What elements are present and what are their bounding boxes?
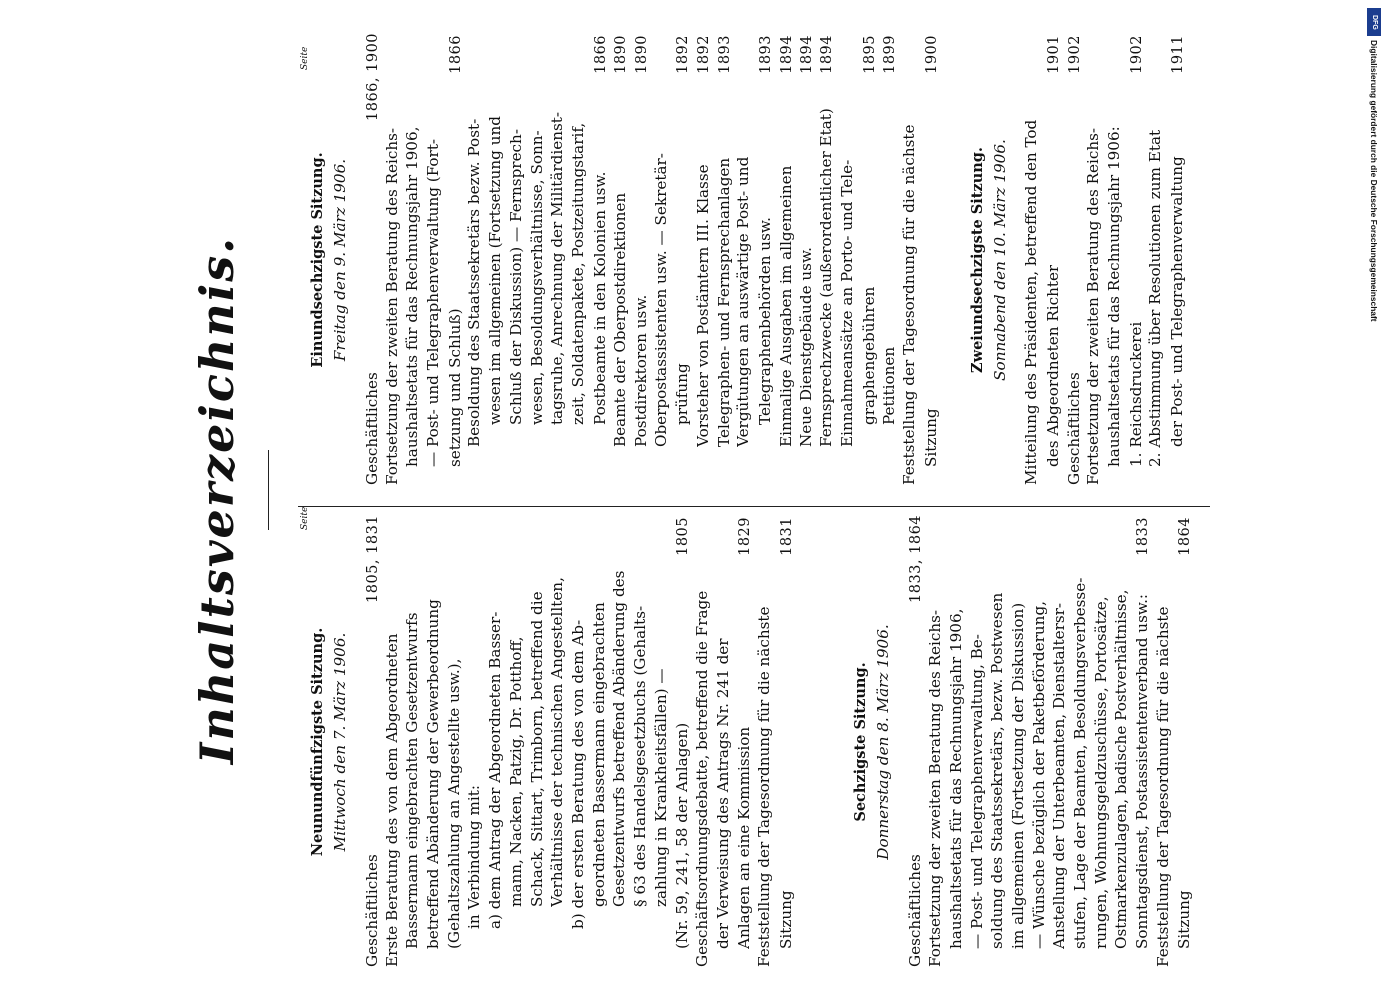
toc-entry [589,517,610,967]
toc-entry [423,35,444,485]
toc-entry-text: wesen im allgemeinen (Fortsetzung und [486,116,505,425]
leader-dots [671,81,687,359]
toc-entry [733,517,754,967]
toc-entry-text: Mitteilung des Präsidenten, betreffend den Tod [1022,119,1041,485]
toc-entry-text: Postdirektoren usw. [631,294,650,447]
toc-entry-text: 2. Abstimmung über Resolutionen zum Etat [1146,129,1165,467]
toc-entry [651,517,672,967]
leader-dots [444,81,460,304]
page-number: 1894 [819,35,836,74]
leader-dots [1166,81,1182,152]
toc-entry [506,35,527,485]
seite-label-left: Seite [300,506,310,530]
toc-entry [444,35,465,485]
toc-entry [1125,35,1146,485]
toc-entry-text: Geschäftliches [1064,372,1083,485]
toc-entry [987,517,1008,967]
toc-entry-text: Verhältnisse der technischen Angestellten, [548,577,567,907]
left-column [300,514,1194,967]
page-number: 1900 [923,35,940,74]
toc-entry [651,35,672,485]
toc-entry [630,517,651,967]
page-number: 1892 [696,35,712,74]
leader-dots [1042,81,1058,261]
toc-entry-text: soldung des Staatssekretärs, bezw. Postwesen [988,592,1007,949]
toc-entry-text: Schluß der Diskussion) — Fernsprech- [506,129,525,425]
session-heading: Sechzigste Sitzung. [852,662,870,822]
toc-entry-text: Einnahmeansätze an Porto- und Tele- [837,159,856,447]
toc-entry [402,517,423,967]
leader-dots [920,81,936,404]
toc-entry-text: Sitzung [921,408,940,467]
toc-entry-text: Telegraphen- und Fernsprechanlagen [714,157,733,447]
toc-entry-text: Vergütungen an auswärtige Post- und [734,156,753,447]
toc-entry [1166,35,1187,485]
dfg-logo: DFG [1367,8,1381,36]
toc-entry-text: rungen, Wohnungsgeldzuschüsse, Portosätze, [1091,596,1110,949]
toc-entry-text: Geschäftliches [363,372,381,485]
toc-entry [946,517,967,967]
page-number: 1911 [1170,35,1187,74]
toc-entry [1173,517,1194,967]
page-number: 1894 [778,35,795,74]
toc-entry [858,35,879,485]
digitization-note: Digitalisierung gefördert durch die Deutsche Forschungsgemeinschaft [1369,40,1379,322]
page-number: 1833, 1864 [908,514,925,603]
toc-entry [1070,517,1091,967]
toc-entry [754,517,775,967]
page-number: 1829 [737,517,754,556]
toc-entry [775,517,796,967]
toc-entry-text: stufen, Lage der Beamten, Besoldungsverbesse- [1070,577,1089,949]
toc-entry-text: Telegraphenbehörden usw. [756,217,775,425]
leader-dots [878,81,894,343]
toc-entry-text: im allgemeinen (Fortsetzung der Diskussion) [1008,602,1027,949]
toc-entry [816,35,837,485]
page-number: 1894 [799,35,816,74]
toc-entry-text: Fortsetzung der zweiten Beratung des Reichs- [926,609,945,967]
toc-entry-text: Gesetzentwurfs betreffend Abänderung des [610,570,629,907]
toc-entry-text: Feststellung der Tagesordnung für die nächste [1153,606,1172,967]
page-number: 1833 [1135,517,1151,556]
toc-entry [1153,517,1174,967]
leader-dots [671,563,687,719]
toc-entry [444,517,465,967]
toc-entry [754,35,775,485]
toc-entry [671,517,692,967]
page-number: 1902 [1066,35,1083,74]
toc-entry [1049,517,1070,967]
toc-entry [361,514,382,967]
toc-entry-text: Sitzung [1175,890,1194,949]
toc-entry-text: Oberpostassistenten usw. — Sekretär- [651,153,670,447]
toc-entry-text: a) dem Antrag der Abgeordneten Basser- [486,611,505,929]
leader-dots [795,81,811,243]
toc-entry-text: Fortsetzung der zweiten Beratung des Reichs- [1084,127,1103,485]
toc-entry-text: (Gehaltszahlung an Angestellte usw.), [444,658,463,949]
right-column [300,32,1187,485]
toc-entry-text: — Wünsche bezüglich der Paketbeförderung, [1029,600,1048,949]
toc-entry-text: Beamte der Oberpostdirektionen [611,192,630,447]
page-number: 1805, 1831 [365,514,381,603]
toc-entry [382,517,403,967]
toc-entry-text: Anstellung der Unterbeamten, Dienstaltersr- [1050,602,1069,949]
toc-entry-text: Feststellung der Tagesordnung für die nächste [755,606,774,967]
toc-entry [795,35,816,485]
toc-entry [713,35,734,485]
toc-entry-text: zahlung in Krankheitsfällen) — [651,668,670,907]
toc-entry-text: setzung und Schluß) [445,308,464,467]
toc-entry-text: haushaltsetats für das Rechnungsjahr 1906, [946,608,965,949]
toc-entry [609,517,630,967]
column-divider [298,506,1210,507]
toc-entry-text: Fortsetzung der zweiten Beratung des Reichs- [382,127,401,485]
toc-entry [904,514,925,967]
session-date: Sonnabend den 10. März 1906. [991,139,1010,381]
toc-entry [1091,517,1112,967]
toc-entry [1008,517,1029,967]
toc-entry [382,35,403,485]
toc-entry [1132,517,1153,967]
toc-entry [547,517,568,967]
toc-entry-text: Geschäftliches [906,854,925,967]
session-heading: Neunundfünfzigste Sitzung. [309,627,326,857]
leader-dots [692,81,708,160]
leader-dots [775,563,791,886]
toc-entry-text: Geschäftliches [363,854,381,967]
toc-entry-text: wesen, Besoldungsverhältnisse, Sonn- [527,130,546,425]
toc-entry [485,517,506,967]
toc-entry-text: Anlagen an eine Kommission [735,726,754,949]
toc-entry [1042,35,1063,485]
page-number: 1866 [592,35,609,74]
toc-entry [361,32,382,485]
page-number: 1893 [758,35,775,74]
toc-entry [967,517,988,967]
leader-dots [733,563,749,723]
toc-entry-text: — Post- und Telegraphenverwaltung, Be- [967,634,986,949]
toc-entry [589,35,610,485]
toc-entry-text: haushaltsetats für das Rechnungsjahr 1906: [1105,126,1123,467]
toc-entry-text: tagsruhe, Anrechnung der Militärdienst- [548,111,567,425]
toc-entry-text: betreffend Abänderung der Gewerbeordnung [424,599,443,949]
toc-entry [527,517,548,967]
toc-entry-text: graphengebühren [859,286,878,425]
toc-entry [713,517,734,967]
leader-dots [1125,81,1141,318]
leader-dots [609,81,625,189]
page-number: 1892 [675,35,692,74]
toc-entry-text: Besoldung des Staatssekretärs bezw. Post- [465,118,484,447]
toc-entry-text: Bassermann eingebrachten Gesetzentwurfs [403,612,422,949]
toc-entry [692,517,713,967]
toc-entry-text: Einmalige Ausgaben im allgemeinen [776,165,795,447]
toc-entry [899,35,920,485]
leader-dots [713,81,729,154]
session-date: Freitag den 9. März 1906. [331,158,349,362]
toc-entry [775,35,796,485]
session-heading: Zweiundsechzigste Sitzung. [969,147,987,373]
toc-entry [1111,517,1132,967]
page-number: 1864 [1177,517,1194,556]
toc-entry-text: b) der ersten Beratung des von dem Ab- [568,619,587,929]
leader-dots [1173,563,1189,886]
page-number: 1866 [447,35,464,74]
page-number: 1866, 1900 [365,32,381,121]
side-credit-wrapper [1366,8,1382,998]
session-date: Mittwoch den 7. März 1906. [331,632,349,852]
leader-dots [754,81,770,213]
toc-entry [402,35,423,485]
session-date: Donnerstag den 8. März 1906. [874,624,893,860]
seite-label-right: Seite [300,46,310,70]
toc-entry [527,35,548,485]
toc-entry-text: Neue Dienstgebäude usw. [797,247,816,447]
toc-entry-text: der Post- und Telegraphenverwaltung [1168,156,1187,447]
toc-entry [485,35,506,485]
toc-entry-text: Schack, Sittart, Trimborn, betreffend die [527,591,546,907]
toc-entry-text: Petitionen [880,346,899,425]
toc-entry-text: des Abgeordneten Richter [1043,264,1062,467]
toc-entry [609,35,630,485]
toc-entry-text: (Nr. 59, 241, 58 der Anlagen) [673,722,692,949]
toc-entry-text: Sitzung [776,890,795,949]
toc-entry [1021,35,1042,485]
page-number: 1895 [861,35,878,74]
toc-entry-text: Vorsteher von Postämtern III. Klasse [694,164,712,447]
leader-dots [775,81,791,162]
leader-dots [858,81,874,283]
toc-entry [1083,35,1104,485]
toc-entry-text: Erste Beratung des von dem Abgeordneten [382,633,401,967]
leader-dots [904,607,920,850]
page-title: Inhaltsverzeichnis. [190,235,244,765]
toc-entry-text: Feststellung der Tagesordnung für die nächste [899,124,918,485]
toc-entry [837,35,858,485]
session-heading: Einundsechzigste Sitzung. [309,152,326,368]
toc-entry [506,517,527,967]
toc-entry-text: in Verbindung mit: [465,785,484,929]
toc-entry [423,517,444,967]
toc-entry-text: haushaltsetats für das Rechnungsjahr 1906, [403,126,422,467]
page-number: 1893 [716,35,733,74]
toc-entry-text: der Verweisung des Antrags Nr. 241 der [713,638,732,949]
toc-entry [878,35,899,485]
toc-entry [733,35,754,485]
toc-entry-text: 1. Reichsdruckerei [1126,321,1145,467]
toc-entry [692,35,713,485]
toc-entry [920,35,941,485]
toc-entry [671,35,692,485]
toc-entry [925,517,946,967]
page-number: 1902 [1128,35,1145,74]
toc-entry [547,35,568,485]
toc-entry-text: § 63 des Handelsgesetzbuchs (Gehalts- [630,605,649,907]
toc-entry [568,35,589,485]
toc-entry [1104,35,1125,485]
spacer [795,517,843,967]
page-number: 1899 [882,35,899,74]
toc-entry-text: zeit, Soldatenpakete, Postzeitungstarif, [568,122,587,425]
toc-entry-text: Postbeamte in den Kolonien usw. [590,171,609,425]
leader-dots [361,125,377,368]
leader-dots [1063,81,1079,368]
toc-entry [464,517,485,967]
toc-entry-text: prüfung [673,363,692,425]
toc-entry-text: Sonntagsdienst, Postassistentenverband usw.: [1133,593,1151,949]
leader-dots [630,81,646,291]
toc-entry [630,35,651,485]
toc-entry [1145,35,1166,485]
page-number: 1890 [613,35,630,74]
toc-entry-text: mann, Nacken, Patzig, Dr. Potthoff, [506,636,525,907]
toc-entry [568,517,589,967]
toc-entry-text: Geschäftsordnungsdebatte, betreffend die Frage [693,590,711,967]
page-number: 1901 [1045,35,1062,74]
toc-entry-text: geordneten Bassermann eingebrachten [589,602,608,907]
toc-entry [464,35,485,485]
title-rule [268,450,269,530]
spacer [940,35,960,485]
toc-entry-text: Ostmarkenzulagen, badische Postverhältnisse, [1112,589,1131,949]
toc-entry [1029,517,1050,967]
leader-dots [361,607,377,850]
toc-entry-text: Fernsprechzwecke (außerordentlicher Etat) [817,108,836,447]
toc-entry [1063,35,1084,485]
page-number: 1805 [675,517,692,556]
toc-entry-text: — Post- und Telegraphenverwaltung (Fort- [424,138,443,467]
page-number: 1831 [778,517,795,556]
page-number: 1890 [633,35,650,74]
leader-dots [589,81,605,168]
